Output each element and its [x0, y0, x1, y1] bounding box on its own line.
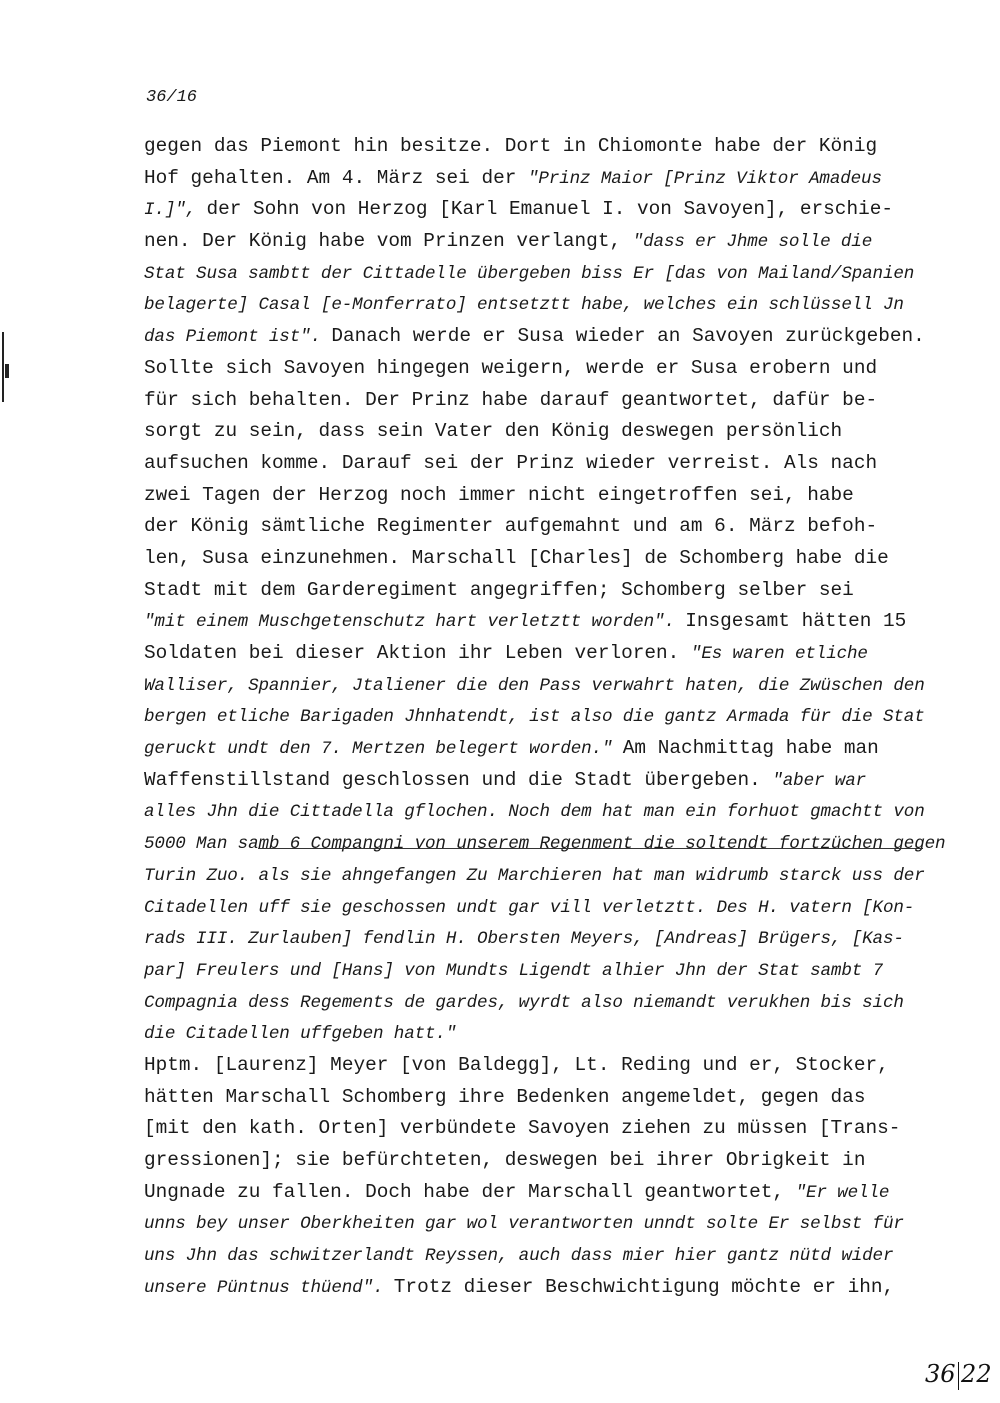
quoted-source-text: "Er welle — [795, 1182, 890, 1203]
text-line — [144, 321, 944, 353]
text-line — [144, 796, 944, 828]
narrative-text: Soldaten bei dieser Aktion ihr Leben verloren. — [144, 642, 691, 664]
narrative-text: Danach werde er Susa wieder an Savoyen zurückgeben. — [331, 325, 925, 348]
narrative-text: Stadt mit dem Garderegiment angegriffen; Schomberg selber sei — [144, 578, 854, 601]
narrative-text: hätten Marschall Schomberg ihre Bedenken angemeldet, gegen das — [144, 1085, 866, 1108]
text-line — [144, 448, 944, 480]
narrative-text: für sich behalten. Der Prinz habe darauf geantwortet, dafür be- — [144, 388, 878, 411]
quoted-source-text: bergen etliche Barigaden Jhnhatendt, ist also die gantz Armada für die Stat — [144, 707, 925, 728]
text-line — [144, 638, 944, 670]
narrative-text: nen. Der König habe vom Prinzen verlangt, — [144, 230, 633, 253]
text-line — [144, 226, 944, 258]
text-line — [144, 606, 944, 638]
text-line — [144, 765, 944, 797]
text-line — [144, 955, 944, 987]
quoted-source-text: "dass er Jhme solle die — [632, 232, 873, 253]
quoted-source-text: "Prinz Maior [Prinz Viktor Amadeus — [528, 168, 882, 189]
quoted-source-text: Stat Susa sambtt der Cittadelle übergeben biss Er [das von Mailand/Spanien — [144, 263, 915, 284]
quoted-source-text: Turin Zuo. als sie ahngefangen Zu Marchieren hat man widrumb starck uss der — [144, 865, 925, 886]
narrative-text: Insgesamt hätten 15 — [685, 610, 907, 633]
quoted-source-text: I.]", — [144, 200, 207, 221]
text-line — [144, 1145, 944, 1177]
body-text — [144, 131, 944, 1303]
text-line — [144, 543, 944, 575]
folio-divider — [958, 1362, 960, 1390]
narrative-text: Trotz dieser Beschwichtigung möchte er ihn, — [393, 1275, 895, 1298]
text-line — [144, 258, 944, 290]
quoted-source-text: "mit einem Muschgetenschutz hart verletztt worden". — [144, 612, 686, 633]
text-line — [144, 1113, 944, 1145]
narrative-text: zwei Tagen der Herzog noch immer nicht eingetroffen sei, habe — [144, 483, 854, 506]
text-line — [144, 987, 944, 1019]
text-line — [144, 1082, 944, 1114]
text-line — [144, 131, 944, 163]
text-line — [144, 353, 944, 385]
text-line — [144, 1240, 944, 1272]
quoted-source-text: Citadellen uff sie geschossen undt gar vill verletztt. Des H. vatern [Kon- — [144, 897, 915, 918]
text-line — [144, 1208, 944, 1240]
quoted-source-text: "Es waren etliche — [690, 644, 868, 664]
margin-mark — [2, 332, 8, 402]
quoted-source-text: uns Jhn das schwitzerlandt Reyssen, auch dass mier hier gantz nütd wider — [144, 1246, 894, 1267]
text-line — [144, 575, 944, 607]
quoted-source-text: unsere Püntnus thüend". — [144, 1277, 394, 1298]
quoted-source-text: alles Jhn die Cittadella gflochen. Noch dem hat man ein forhuot gmachtt von — [144, 802, 925, 823]
quoted-source-text: 5000 Man samb 6 Compangni von unserem Regenment die soltendt fortzüchen gegen — [144, 834, 946, 855]
narrative-text: sorgt zu sein, dass sein Vater den König deswegen persönlich — [144, 420, 843, 443]
text-line — [144, 385, 944, 417]
narrative-text: Ungnade zu fallen. Doch habe der Marschall geantwortet, — [144, 1180, 796, 1203]
narrative-text: [mit den kath. Orten] verbündete Savoyen ziehen zu müssen [Trans- — [144, 1117, 901, 1140]
text-line — [144, 828, 944, 860]
text-line — [144, 163, 944, 195]
quoted-source-text: unns bey unser Oberkheiten gar wol verantworten unndt solte Er selbst für — [144, 1214, 904, 1235]
quoted-source-text: das Piemont ist". — [144, 327, 332, 348]
text-line — [144, 194, 944, 226]
narrative-text: Sollte sich Savoyen hingegen weigern, werde er Susa erobern und — [144, 356, 878, 379]
narrative-text: der König sämtliche Regimenter aufgemahnt und am 6. März befoh- — [144, 515, 878, 538]
narrative-text: Hof gehalten. Am 4. März sei der — [144, 166, 528, 189]
text-line — [144, 289, 944, 321]
text-line — [144, 1272, 944, 1304]
folio-number — [925, 1360, 992, 1390]
narrative-text: der Sohn von Herzog [Karl Emanuel I. von Savoyen], erschie- — [206, 198, 893, 221]
text-line — [144, 701, 944, 733]
narrative-text: len, Susa einzunehmen. Marschall [Charles] de Schomberg habe die — [144, 546, 889, 569]
quoted-source-text: par] Freulers und [Hans] von Mundts Ligendt alhier Jhn der Stat sambt 7 — [144, 960, 883, 981]
quoted-source-text: die Citadellen uffgeben hatt." — [144, 1024, 457, 1045]
text-line — [144, 733, 944, 765]
page-number: 36/16 — [146, 88, 198, 107]
narrative-text: Hptm. [Laurenz] Meyer [von Baldegg], Lt. Reding und er, Stocker, — [144, 1053, 889, 1076]
text-line — [144, 892, 944, 924]
quoted-source-text: Compagnia dess Regements de gardes, wyrdt also niemandt verukhen bis sich — [144, 992, 904, 1013]
text-line — [144, 923, 944, 955]
underline-rule — [258, 848, 923, 849]
folio-left: 36 — [925, 1360, 956, 1388]
text-line — [144, 670, 944, 702]
narrative-text: Waffenstillstand geschlossen und die Stadt übergeben. — [144, 768, 773, 791]
narrative-text: Am Nachmittag habe man — [622, 737, 879, 760]
quoted-source-text: Walliser, Spannier, Jtaliener die den Pass verwahrt haten, die Zwüschen den — [144, 675, 925, 696]
text-line — [144, 1177, 944, 1209]
narrative-text: aufsuchen komme. Darauf sei der Prinz wieder verreist. Als nach — [144, 451, 878, 474]
quoted-source-text: geruckt undt den 7. Mertzen belegert worden." — [144, 739, 623, 760]
narrative-text: gressionen]; sie befürchteten, deswegen bei ihrer Obrigkeit in — [144, 1149, 866, 1171]
text-line — [144, 480, 944, 512]
quoted-source-text: rads III. Zurlauben] fendlin H. Obersten Meyers, [Andreas] Brügers, [Kas- — [144, 929, 904, 950]
quoted-source-text: belagerte] Casal [e-Monferrato] entsetztt habe, welches ein schlüssell Jn — [144, 295, 904, 316]
narrative-text: gegen das Piemont hin besitze. Dort in Chiomonte habe der König — [144, 135, 878, 157]
text-line — [144, 1050, 944, 1082]
text-line — [144, 416, 944, 448]
quoted-source-text: "aber war — [772, 770, 867, 791]
text-line — [144, 1018, 944, 1050]
text-line — [144, 511, 944, 543]
folio-right: 22 — [961, 1360, 992, 1388]
text-line — [144, 860, 944, 892]
